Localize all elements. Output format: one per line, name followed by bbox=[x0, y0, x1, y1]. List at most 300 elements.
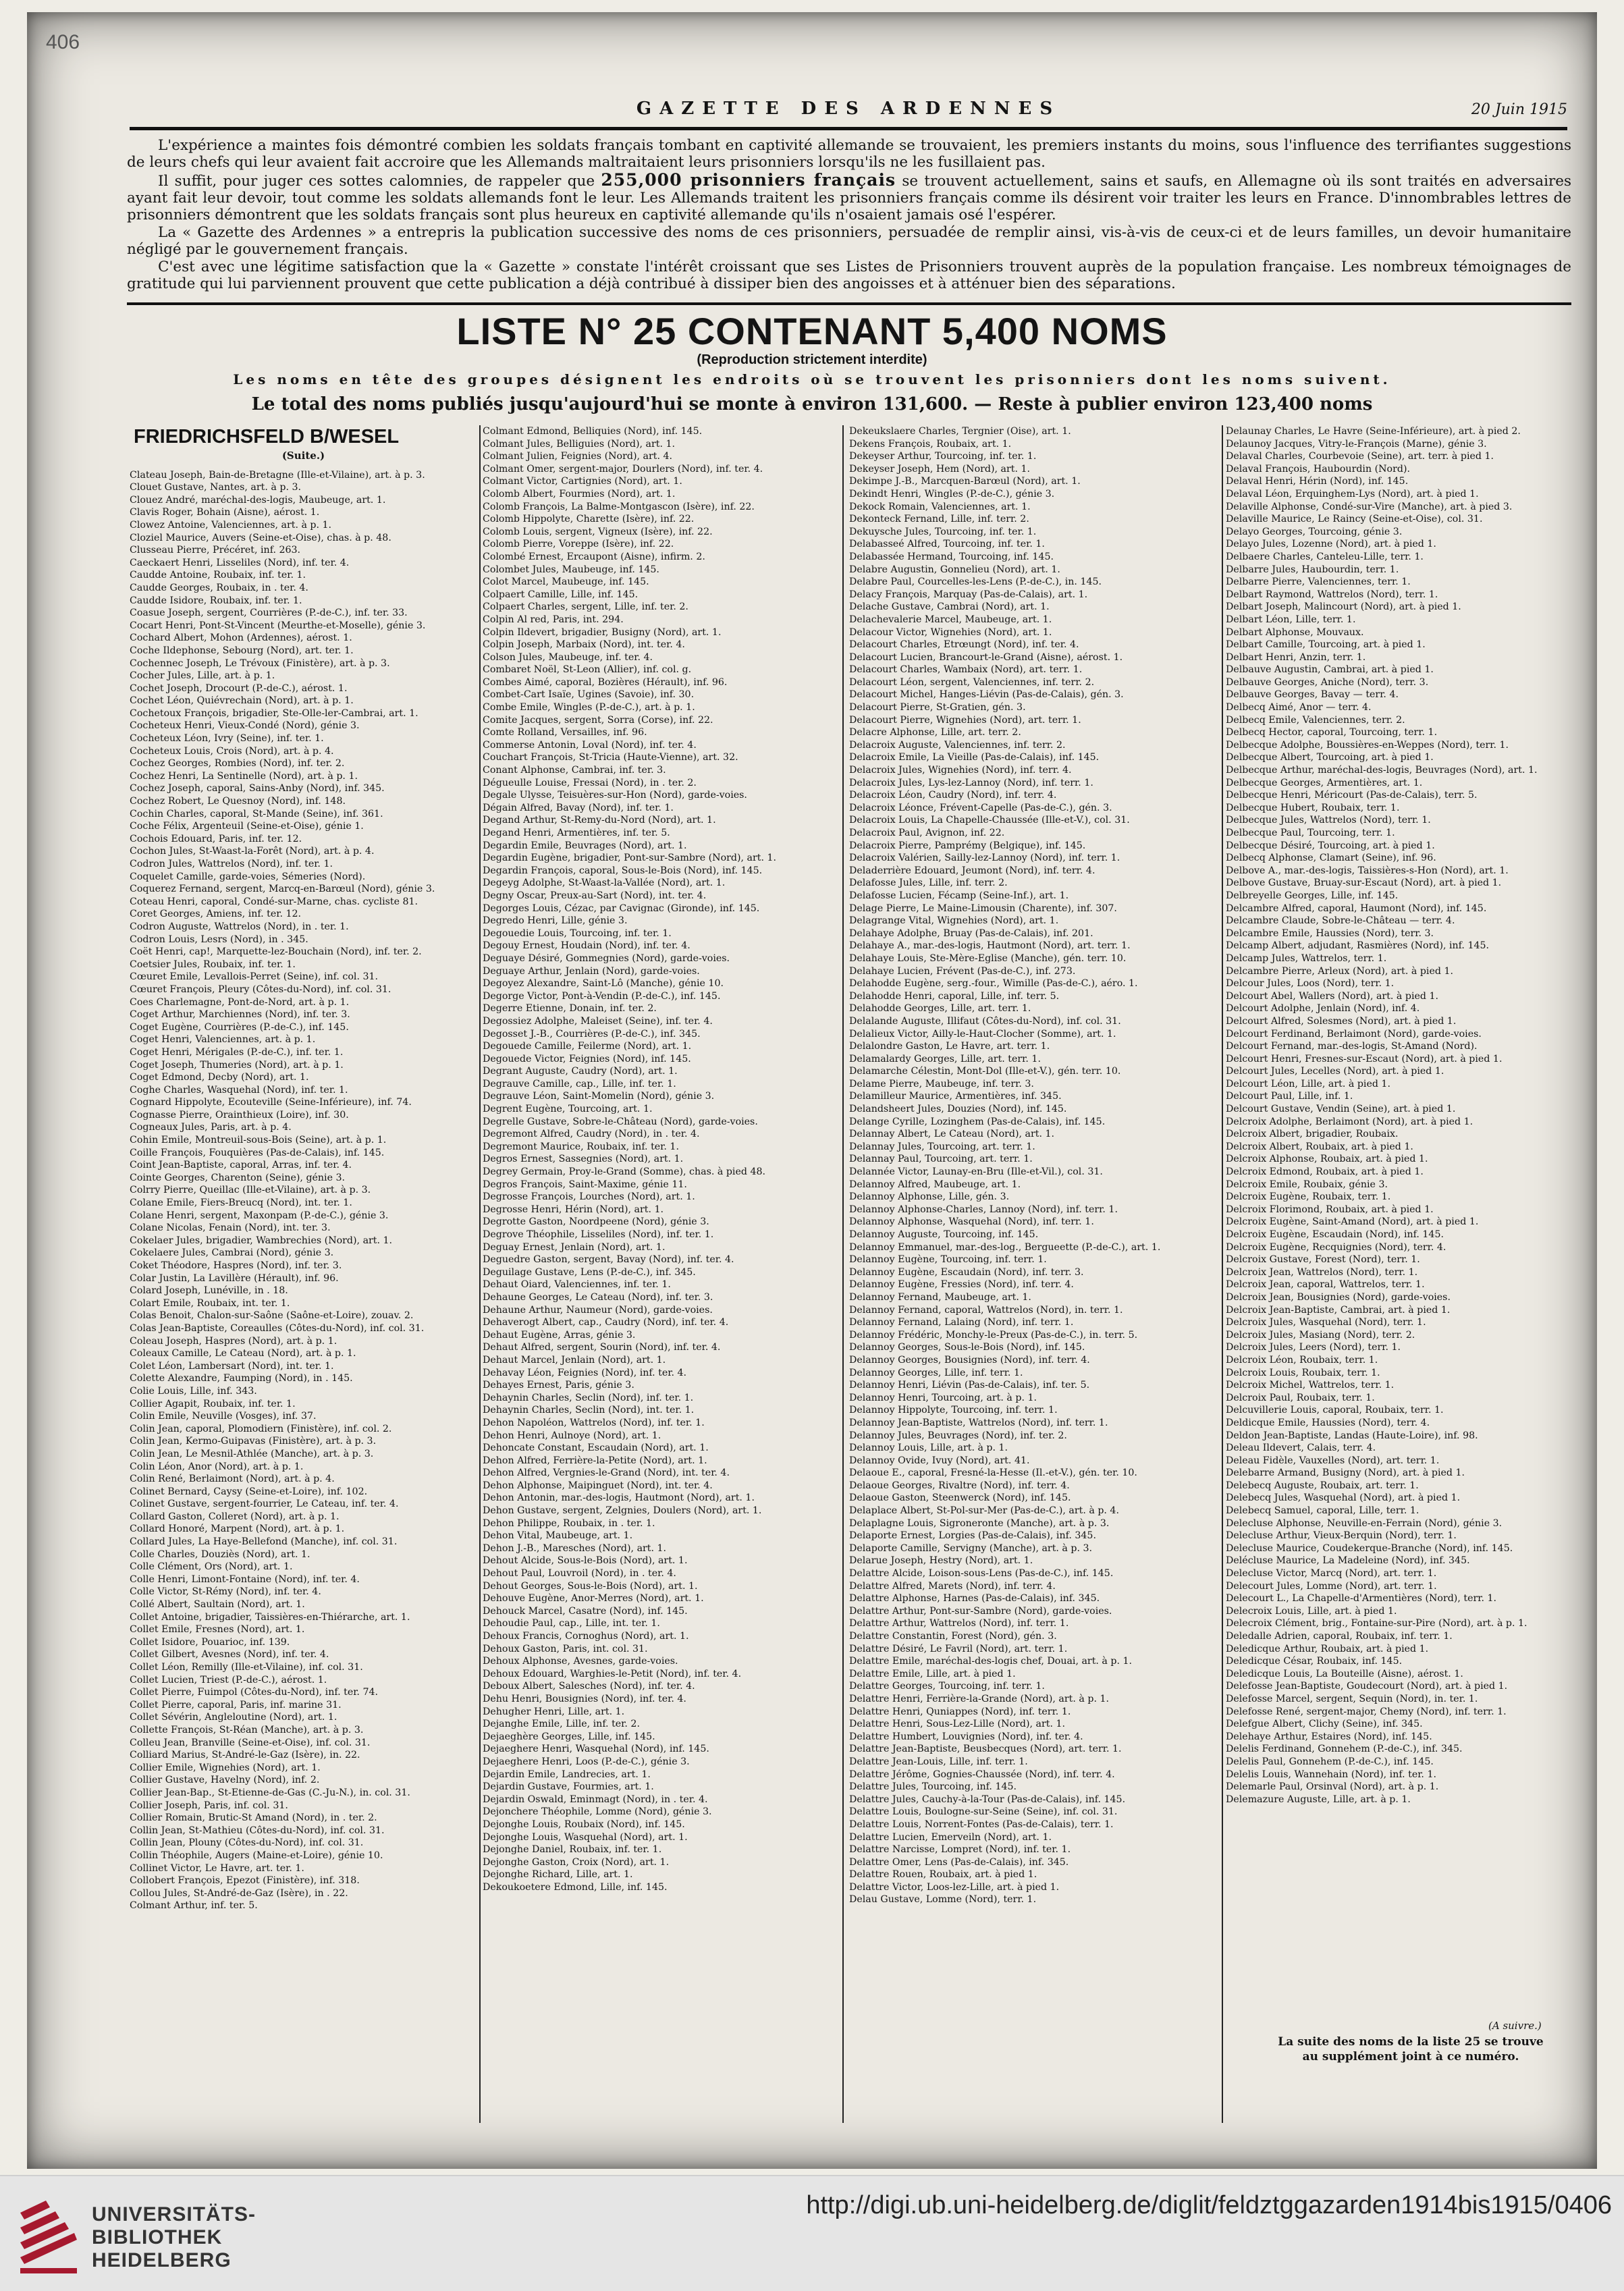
prisoner-entry: Collobert François, Epezot (Finistère), inf. 318. bbox=[130, 1875, 360, 1887]
prisoner-entry: Collé Albert, Saultain (Nord), art. 1. bbox=[130, 1599, 305, 1611]
prisoner-entry: Dejonghe Louis, Wasquehal (Nord), art. 1. bbox=[483, 1831, 688, 1843]
prisoner-entry: Delemazure Auguste, Lille, art. à p. 1. bbox=[1226, 1794, 1411, 1805]
prisoner-entry: Colane Nicolas, Fenain (Nord), int. ter. 3. bbox=[130, 1222, 331, 1234]
prisoner-entry: Dejaeghère Georges, Lille, inf. 145. bbox=[483, 1731, 655, 1742]
prisoner-entry: Delcroix Jean, caporal, Wattrelos, terr. 1. bbox=[1226, 1279, 1425, 1291]
a-suivre: (A suivre.) bbox=[1488, 2020, 1542, 2032]
prisoner-entry: Coquelet Camille, garde-voies, Sémeries (Nord). bbox=[130, 871, 366, 882]
prisoner-entry: Collard Honoré, Marpent (Nord), art. à p. 1. bbox=[130, 1524, 345, 1535]
prisoner-entry: Degardin François, caporal, Sous-le-Bois (Nord), inf. 145. bbox=[483, 865, 763, 876]
prisoner-entry: Delcour Jules, Loos (Nord), terr. 1. bbox=[1226, 978, 1395, 990]
digitization-url-link[interactable]: http://digi.ub.uni-heidelberg.de/diglit/feldztggazarden1914bis1915/0406 bbox=[806, 2191, 1612, 2219]
prisoner-entry: Deguilage Gustave, Lens (P.-de-C.), inf. 345. bbox=[483, 1266, 696, 1278]
prisoner-entry: Delcroix Louis, Roubaix, terr. 1. bbox=[1226, 1367, 1380, 1378]
prisoner-entry: Delafosse Jules, Lille, inf. terr. 2. bbox=[849, 878, 1008, 889]
prisoner-entry: Cocher Jules, Lille, art. à p. 1. bbox=[130, 670, 275, 682]
prisoner-entry: Delannoy Georges, Bousignies (Nord), inf. terr. 4. bbox=[849, 1354, 1090, 1366]
prisoner-entry: Dekonteck Fernand, Lille, inf. terr. 2. bbox=[849, 514, 1029, 525]
prisoner-entry: Colmant Victor, Cartignies (Nord), art. 1. bbox=[483, 476, 682, 487]
prisoner-entry: Dejonghe Louis, Roubaix (Nord), inf. 145. bbox=[483, 1818, 685, 1830]
prisoner-entry: Coche Félix, Argenteuil (Seine-et-Oise), génie 1. bbox=[130, 821, 364, 832]
prisoner-entry: Delacroix Paul, Avignon, inf. 22. bbox=[849, 828, 1005, 838]
prisoner-entry: Colet Léon, Lambersart (Nord), int. ter. 1. bbox=[130, 1360, 334, 1372]
prisoner-entry: Delbecq Alphonse, Clamart (Seine), inf. 96. bbox=[1226, 853, 1436, 864]
prisoner-entry: Delaville Maurice, Le Raincy (Seine-et-Oise), col. 31. bbox=[1226, 514, 1483, 525]
prisoner-entry: Delcourt Henri, Fresnes-sur-Escaut (Nord), art. à pied 1. bbox=[1226, 1053, 1503, 1064]
prisoner-entry: Delannoy Fernand, Maubeuge, art. 1. bbox=[849, 1291, 1031, 1303]
prisoner-entry: Delannoy Jules, Beuvrages (Nord), inf. ter. 2. bbox=[849, 1430, 1067, 1441]
prisoner-entry: Cocheteux Henri, Vieux-Condé (Nord), génie 3. bbox=[130, 720, 360, 732]
prisoner-entry: Delbarre Pierre, Valenciennes, terr. 1. bbox=[1226, 576, 1411, 588]
prisoner-entry: Degand Henri, Armentières, inf. ter. 5. bbox=[483, 828, 670, 838]
prisoner-entry: Collard Jules, La Haye-Bellefond (Manche), inf. col. 31. bbox=[130, 1536, 398, 1548]
prisoner-entry: Collet Isidore, Pouarioc, inf. 139. bbox=[130, 1636, 290, 1648]
prisoner-entry: Delcourt Paul, Lille, inf. 1. bbox=[1226, 1091, 1353, 1102]
prisoner-entry: Delafosse Lucien, Fécamp (Seine-Inf.), art. 1. bbox=[849, 890, 1069, 901]
prisoner-entry: Dehon Napoléon, Wattrelos (Nord), inf. ter. 1. bbox=[483, 1417, 705, 1428]
prisoner-entry: Delbauve Georges, Aniche (Nord), terr. 3. bbox=[1226, 676, 1429, 688]
prisoner-entry: Delandsheert Jules, Douzies (Nord), inf. 145. bbox=[849, 1104, 1067, 1115]
prisoner-entry: Dejonghe Daniel, Roubaix, inf. ter. 1. bbox=[483, 1844, 662, 1856]
prisoner-entry: Delcambre Alfred, caporal, Haumont (Nord), inf. 145. bbox=[1226, 902, 1487, 914]
prisoner-entry: Coghe Charles, Wasquehal (Nord), inf. ter. 1. bbox=[130, 1084, 348, 1096]
prisoner-entry: Deboux Albert, Salesches (Nord), inf. ter. 4. bbox=[483, 1681, 695, 1692]
prisoner-entry: Cloziel Maurice, Auvers (Seine-et-Oise), chas. à p. 48. bbox=[130, 532, 391, 543]
prisoner-entry: Coget Henri, Mérigales (P.-de-C.), inf. ter. 1. bbox=[130, 1046, 344, 1058]
column-3 bbox=[849, 425, 1220, 2133]
prisoner-entry: Coint Jean-Baptiste, caporal, Arras, inf. ter. 4. bbox=[130, 1160, 352, 1171]
prisoner-entry: Degny Oscar, Preux-au-Sart (Nord), int. ter. 4. bbox=[483, 890, 707, 901]
prisoner-entry: Dejaeghere Henri, Loos (P.-de-C.), génie 3. bbox=[483, 1756, 690, 1767]
prisoner-entry: Delattre Louis, Norrent-Fontes (Pas-de-Calais), terr. 1. bbox=[849, 1818, 1114, 1830]
prisoner-entry: Dejanghe Emile, Lille, inf. ter. 2. bbox=[483, 1719, 640, 1730]
prisoner-entry: Delcroix Emile, Roubaix, génie 3. bbox=[1226, 1179, 1388, 1190]
prisoner-entry: Coket Théodore, Haspres (Nord), inf. ter. 3. bbox=[130, 1260, 342, 1271]
prisoner-entry: Dehouve Eugène, Anor-Merres (Nord), art. 1. bbox=[483, 1593, 704, 1605]
prisoner-entry: Colle Charles, Douziès (Nord), art. 1. bbox=[130, 1548, 310, 1560]
prisoner-entry: Delabasseé Alfred, Tourcoing, inf. ter. 1. bbox=[849, 539, 1045, 550]
prisoner-entry: Delcuvillerie Louis, caporal, Roubaix, terr. 1. bbox=[1226, 1405, 1444, 1416]
prisoner-entry: Colie Louis, Lille, inf. 343. bbox=[130, 1385, 257, 1397]
prisoner-entry: Degrey Germain, Proy-le-Grand (Somme), chas. à pied 48. bbox=[483, 1166, 766, 1178]
prisoner-entry: Delannoy Eugène, Escaudain (Nord), inf. terr. 3. bbox=[849, 1266, 1084, 1278]
prisoner-entry: Dehoux Alphonse, Avesnes, garde-voies. bbox=[483, 1656, 678, 1667]
prisoner-entry: Collier Gustave, Havelny (Nord), inf. 2. bbox=[130, 1775, 320, 1786]
prisoner-entry: Delahodde Eugène, serg.-four., Wimille (Pas-de-C.), aéro. 1. bbox=[849, 978, 1138, 990]
prisoner-entry: Delacy François, Marquay (Pas-de-Calais), art. 1. bbox=[849, 589, 1088, 600]
column-divider bbox=[1222, 425, 1223, 2123]
prisoner-entry: Dehon Gustave, sergent, Zelgnies, Doulers (Nord), art. 1. bbox=[483, 1505, 762, 1517]
prisoner-entry: Delattre Alfred, Marets (Nord), inf. terr. 4. bbox=[849, 1580, 1056, 1592]
prisoner-entry: Collet Léon, Remilly (Ille-et-Vilaine), inf. col. 31. bbox=[130, 1662, 363, 1673]
prisoner-entry: Delacroix Léonce, Frévent-Capelle (Pas-de-C.), gén. 3. bbox=[849, 802, 1112, 813]
prisoner-entry: Cochez Georges, Rombies (Nord), inf. ter. 2. bbox=[130, 758, 345, 770]
prisoner-entry: Degrauve Camille, cap., Lille, inf. ter. 1. bbox=[483, 1078, 676, 1089]
prisoner-entry: Degrent Eugène, Tourcoing, art. 1. bbox=[483, 1104, 653, 1115]
intro-p2-end: se trouvent actuellement, sains et saufs, en Allemagne où ils sont traités en adversaires ayant fait leur devoir, tout comme les soldats allemands font le leur. Les Allemands traitent les prisonniers français comme ils désirent voir traiter les leurs en France. D'innombrables lettres de prisonniers démontrent que les soldats français sont plus heureux en captivité allemande qu'ils n'osaient jamais osé l'espérer. bbox=[127, 173, 1571, 223]
prisoner-entry: Coget Edmond, Decby (Nord), art. 1. bbox=[130, 1072, 309, 1083]
prisoner-entry: Delattre Lucien, Emerveiln (Nord), art. 1. bbox=[849, 1831, 1052, 1843]
prisoner-entry: Cokelaer Jules, brigadier, Wambrechies (Nord), art. 1. bbox=[130, 1235, 393, 1246]
institution-line: HEIDELBERG bbox=[92, 2249, 232, 2271]
prisoner-entry: Delelis Ferdinand, Gonnehem (P.-de-C.), inf. 345. bbox=[1226, 1744, 1463, 1755]
prisoner-entry: Cogneaux Jules, Paris, art. à p. 4. bbox=[130, 1122, 292, 1133]
prisoner-entry: Delacourt Lucien, Brancourt-le-Grand (Aisne), aérost. 1. bbox=[849, 651, 1123, 663]
prisoner-entry: Delecroix Clément, brig., Fontaine-sur-Pire (Nord), art. à p. 1. bbox=[1226, 1618, 1527, 1629]
prisoner-entry: Delbauve Augustin, Cambrai, art. à pied 1. bbox=[1226, 664, 1434, 676]
prisoner-entry: Cochard Albert, Mohon (Ardennes), aérost. 1. bbox=[130, 632, 352, 644]
prisoner-entry: Delacroix Léon, Caudry (Nord), inf. terr. 4. bbox=[849, 790, 1057, 801]
prisoner-entry: Delannoy Fernand, caporal, Wattrelos (Nord), in. terr. 1. bbox=[849, 1304, 1123, 1316]
prisoner-entry: Delaporte Ernest, Lorgies (Pas-de-Calais), inf. 345. bbox=[849, 1530, 1096, 1542]
prisoner-entry: Delemarle Paul, Orsinval (Nord), art. à p. 1. bbox=[1226, 1781, 1439, 1793]
list-title: LISTE N° 25 CONTENANT 5,400 NOMS bbox=[456, 310, 1168, 352]
prisoner-entry: Clowez Antoine, Valenciennes, art. à p. 1. bbox=[130, 519, 332, 531]
prisoner-entry: Degeyg Adolphe, St-Waast-la-Vallée (Nord), art. 1. bbox=[483, 878, 726, 889]
prisoner-entry: Colin René, Berlaimont (Nord), art. à p. 4. bbox=[130, 1474, 335, 1485]
prisoner-entry: Degrauve Léon, Saint-Momelin (Nord), génie 3. bbox=[483, 1091, 715, 1102]
prisoner-entry: Coleau Joseph, Haspres (Nord), art. à p. 1. bbox=[130, 1335, 337, 1347]
prisoner-entry: Delecourt Jules, Lomme (Nord), art. terr. 1. bbox=[1226, 1580, 1437, 1592]
prisoner-entry: Degorges Louis, Cézac, par Cavignac (Gironde), inf. 145. bbox=[483, 902, 760, 914]
prisoner-entry: Delbart Camille, Tourcoing, art. à pied 1. bbox=[1226, 639, 1426, 651]
prisoner-entry: Degrove Théophile, Lisseliles (Nord), inf. ter. 1. bbox=[483, 1229, 714, 1240]
prisoner-entry: Dehon Alphonse, Maipinguet (Nord), int. ter. 4. bbox=[483, 1480, 713, 1491]
prisoner-entry: Colin Jean, Le Mesnil-Athlée (Manche), art. à p. 3. bbox=[130, 1448, 374, 1459]
prisoner-entry: Delaplace Albert, St-Pol-sur-Mer (Pas-de-C.), art. à p. 4. bbox=[849, 1505, 1119, 1517]
prisoner-entry: Deguaye Désiré, Gommegnies (Nord), garde-voies. bbox=[483, 952, 730, 964]
prisoner-entry: Dehaut Marcel, Jenlain (Nord), art. 1. bbox=[483, 1354, 666, 1366]
prisoner-entry: Delattre Jean-Louis, Lille, inf. terr. 1. bbox=[849, 1756, 1028, 1767]
prisoner-entry: Delcourt Fernand, mar.-des-logis, St-Amand (Nord). bbox=[1226, 1041, 1478, 1052]
prisoner-entry: Delbecq Hector, caporal, Tourcoing, terr. 1. bbox=[1226, 727, 1438, 738]
prisoner-entry: Delannée Victor, Launay-en-Bru (Ille-et-Vil.), col. 31. bbox=[849, 1166, 1103, 1178]
prisoner-entry: Delacroix Jules, Lys-lez-Lannoy (Nord), inf. terr. 1. bbox=[849, 777, 1093, 788]
prisoner-entry: Degros François, Saint-Maxime, génie 11. bbox=[483, 1179, 687, 1190]
prisoner-entry: Dehayes Ernest, Paris, génie 3. bbox=[483, 1380, 634, 1391]
prisoner-entry: Delamarche Célestin, Mont-Dol (Ille-et-V.), gén. terr. 10. bbox=[849, 1066, 1121, 1077]
prisoner-entry: Delaville Alphonse, Condé-sur-Vire (Manche), art. à pied 3. bbox=[1226, 501, 1513, 512]
prisoner-entry: Degouedie Louis, Tourcoing, inf. ter. 1. bbox=[483, 927, 672, 939]
prisoner-entry: Delcroix Jean, Bousignies (Nord), garde-voies. bbox=[1226, 1291, 1451, 1303]
prisoner-entry: Deladerrière Edouard, Jeumont (Nord), inf. terr. 4. bbox=[849, 865, 1095, 876]
prisoner-entry: Delbecque Hubert, Roubaix, terr. 1. bbox=[1226, 802, 1400, 813]
prisoner-entry: Degale Ulysse, Teisuères-sur-Hon (Nord), garde-voies. bbox=[483, 790, 747, 801]
prisoner-entry: Codron Jules, Wattrelos (Nord), inf. ter. 1. bbox=[130, 859, 333, 869]
prisoner-entry: Dekoukoetere Edmond, Lille, inf. 145. bbox=[483, 1881, 668, 1893]
prisoner-entry: Delalieux Victor, Ailly-le-Haut-Clocher (Somme), art. 1. bbox=[849, 1028, 1116, 1040]
prisoner-entry: Delecluse Maurice, Coudekerque-Branche (Nord), inf. 145. bbox=[1226, 1542, 1513, 1554]
prisoner-entry: Delécluse Maurice, La Madeleine (Nord), inf. 345. bbox=[1226, 1555, 1470, 1567]
prisoner-entry: Colinet Gustave, sergent-fourrier, Le Cateau, inf. ter. 4. bbox=[130, 1499, 399, 1510]
prisoner-entry: Delebarre Armand, Busigny (Nord), art. à pied 1. bbox=[1226, 1467, 1465, 1479]
supplement-note: La suite des noms de la liste 25 se trouve au supplément joint à ce numéro. bbox=[1278, 2035, 1544, 2064]
prisoner-entry: Degossiez Adolphe, Maleiset (Seine), inf. ter. 4. bbox=[483, 1015, 713, 1027]
prisoner-entry: Delannoy Ovide, Ivuy (Nord), art. 41. bbox=[849, 1455, 1030, 1466]
intro-text bbox=[127, 137, 1571, 293]
issue-date: 20 Juin 1915 bbox=[1471, 101, 1567, 118]
prisoner-entry: Delattre Arthur, Wattrelos (Nord), inf. terr. 1. bbox=[849, 1618, 1069, 1629]
prisoner-entry: Delattre Humbert, Louvignies (Nord), inf. ter. 4. bbox=[849, 1731, 1083, 1742]
prisoner-entry: Delannay Jules, Tourcoing, art. terr. 1. bbox=[849, 1141, 1035, 1152]
prisoner-entry: Colomb Louis, sergent, Vigneux (Isère), inf. 22. bbox=[483, 526, 713, 537]
prisoner-entry: Clateau Joseph, Bain-de-Bretagne (Ille-et-Vilaine), art. à p. 3. bbox=[130, 469, 425, 481]
prisoner-entry: Coquerez Fernand, sergent, Marcq-en-Barœul (Nord), génie 3. bbox=[130, 884, 435, 895]
prisoner-entry: Delcroix Jules, Masiang (Nord), terr. 2. bbox=[1226, 1329, 1415, 1341]
prisoner-entry: Cœuret Emile, Levallois-Perret (Seine), inf. col. 31. bbox=[130, 971, 379, 983]
prisoner-entry: Colin Jean, Kermo-Guipavas (Finistère), art. à p. 3. bbox=[130, 1436, 377, 1447]
prisoner-entry: Delage Pierre, Le Maine-Limousin (Charente), inf. 307. bbox=[849, 902, 1117, 914]
prisoner-entry: Delaoue E., caporal, Fresné-la-Hesse (Il.-et-V.), gén. ter. 10. bbox=[849, 1467, 1137, 1479]
prisoner-entry: Delattre Arthur, Pont-sur-Sambre (Nord), garde-voies. bbox=[849, 1605, 1112, 1617]
prisoner-entry: Delelis Louis, Wannehain (Nord), inf. ter. 1. bbox=[1226, 1769, 1436, 1780]
prisoner-entry: Deleau Ildevert, Calais, terr. 4. bbox=[1226, 1443, 1376, 1454]
prisoner-entry: Delannoy Frédéric, Monchy-le-Preux (Pas-de-C.), in. terr. 5. bbox=[849, 1329, 1138, 1341]
prisoner-entry: Delaunoy Jacques, Vitry-le-François (Marne), génie 3. bbox=[1226, 438, 1487, 450]
prisoner-entry: Degoyez Alexandre, Saint-Lô (Manche), génie 10. bbox=[483, 978, 724, 990]
prisoner-entry: Dejonghe Gaston, Croix (Nord), art. 1. bbox=[483, 1856, 670, 1868]
prisoner-entry: Codron Auguste, Wattrelos (Nord), in . ter. 1. bbox=[130, 921, 349, 932]
prisoner-entry: Degrelle Gustave, Sobre-le-Château (Nord), garde-voies. bbox=[483, 1116, 758, 1127]
group-suite: (Suite.) bbox=[281, 450, 325, 462]
prisoner-entry: Colmant Jules, Belliguies (Nord), art. 1. bbox=[483, 438, 676, 450]
prisoner-entry: Collard Gaston, Colleret (Nord), art. à p. 1. bbox=[130, 1511, 340, 1522]
prisoner-entry: Clouez André, maréchal-des-logis, Maubeuge, art. 1. bbox=[130, 494, 386, 506]
prisoner-entry: Colas Benoit, Chalon-sur-Saône (Saône-et-Loire), zouav. 2. bbox=[130, 1310, 414, 1322]
prisoner-entry: Delbart Alphonse, Mouvaux. bbox=[1226, 626, 1364, 638]
prisoner-entry: Dégain Alfred, Bavay (Nord), inf. ter. 1. bbox=[483, 802, 674, 813]
prisoner-entry: Delcourt Jules, Lecelles (Nord), art. à pied 1. bbox=[1226, 1066, 1444, 1077]
prisoner-entry: Dehout Georges, Sous-le-Bois (Nord), art. 1. bbox=[483, 1580, 698, 1592]
prisoner-entry: Delbart Joseph, Malincourt (Nord), art. à pied 1. bbox=[1226, 601, 1461, 613]
prisoner-entry: Delame Pierre, Maubeuge, inf. terr. 3. bbox=[849, 1078, 1034, 1089]
prisoner-entry: Dehaune Arthur, Naumeur (Nord), garde-voies. bbox=[483, 1304, 713, 1316]
prisoner-entry: Coleaux Camille, Le Cateau (Nord), art. à p. 1. bbox=[130, 1348, 356, 1359]
prisoner-entry: Coche Ildephonse, Sebourg (Nord), art. ter. 1. bbox=[130, 645, 354, 656]
prisoner-entry: Dehavay Léon, Feignies (Nord), inf. ter. 4. bbox=[483, 1367, 687, 1378]
prisoner-entry: Dehon Henri, Aulnoye (Nord), art. 1. bbox=[483, 1430, 661, 1441]
prisoner-entry: Dekock Romain, Valenciennes, art. 1. bbox=[849, 501, 1031, 512]
prisoner-entry: Delattre Louis, Boulogne-sur-Seine (Seine), inf. col. 31. bbox=[849, 1806, 1118, 1818]
prisoner-entry: Colas Jean-Baptiste, Coreaulles (Côtes-du-Nord), inf. col. 31. bbox=[130, 1322, 425, 1334]
prisoner-entry: Delattre Désiré, Le Favril (Nord), art. terr. 1. bbox=[849, 1643, 1068, 1654]
prisoner-entry: Delannoy Alphonse, Lille, gén. 3. bbox=[849, 1191, 1010, 1203]
prisoner-entry: Cocheteux Léon, Ivry (Seine), inf. ter. 1. bbox=[130, 733, 324, 745]
prisoner-entry: Delacroix Emile, La Vieille (Pas-de-Calais), inf. 145. bbox=[849, 752, 1100, 763]
prisoner-entry: Delcroix Jules, Leers (Nord), terr. 1. bbox=[1226, 1342, 1401, 1353]
prisoner-entry: Colomb Hippolyte, Charette (Isère), inf. 22. bbox=[483, 514, 695, 525]
library-footer bbox=[0, 2175, 1624, 2291]
prisoner-entry: Colomb Pierre, Voreppe (Isère), inf. 22. bbox=[483, 539, 674, 550]
prisoner-entry: Delacourt Charles, Wambaix (Nord), art. terr. 1. bbox=[849, 664, 1083, 676]
prisoner-entry: Delattre Jules, Tourcoing, inf. 145. bbox=[849, 1781, 1017, 1793]
prisoner-entry: Cochez Henri, La Sentinelle (Nord), art. à p. 1. bbox=[130, 770, 358, 782]
prisoner-entry: Coget Eugène, Courrières (P.-de-C.), inf. 145. bbox=[130, 1021, 349, 1033]
prisoner-entry: Colar Justin, La Lavillère (Hérault), inf. 96. bbox=[130, 1272, 339, 1284]
prisoner-entry: Dehon Alfred, Vergnies-le-Grand (Nord), int. ter. 4. bbox=[483, 1467, 730, 1479]
prisoner-entry: Delattre Constantin, Forest (Nord), gén. 3. bbox=[849, 1631, 1057, 1642]
prisoner-entry: Delebecq Samuel, caporal, Lille, terr. 1. bbox=[1226, 1505, 1419, 1517]
prisoner-entry: Delahaye A., mar.-des-logis, Hautmont (Nord), art. terr. 1. bbox=[849, 940, 1131, 952]
prisoner-entry: Delattre Alcide, Loison-sous-Lens (Pas-de-C.), inf. 145. bbox=[849, 1568, 1114, 1580]
prisoner-entry: Colmant Omer, sergent-major, Dourlers (Nord), inf. ter. 4. bbox=[483, 463, 763, 475]
prisoner-entry: Degredo Henri, Lille, génie 3. bbox=[483, 915, 628, 927]
prisoner-entry: Colpaert Charles, sergent, Lille, inf. ter. 2. bbox=[483, 601, 688, 613]
prisoner-entry: Delcourt Adolphe, Jenlain (Nord), inf. 4. bbox=[1226, 1003, 1420, 1015]
prisoner-entry: Colart Emile, Roubaix, int. ter. 1. bbox=[130, 1297, 290, 1309]
prisoner-entry: Delannoy Auguste, Tourcoing, inf. 145. bbox=[849, 1229, 1039, 1240]
prisoner-entry: Colomb François, La Balme-Montgascon (Isère), inf. 22. bbox=[483, 501, 755, 512]
prisoner-entry: Delattre Emile, Lille, art. à pied 1. bbox=[849, 1668, 1016, 1679]
prisoner-entry: Caudde Georges, Roubaix, in . ter. 4. bbox=[130, 582, 308, 593]
prisoner-entry: Dehaune Georges, Le Cateau (Nord), inf. ter. 3. bbox=[483, 1291, 713, 1303]
prisoner-entry: Delbreyelle Georges, Lille, inf. 145. bbox=[1226, 890, 1399, 901]
prisoner-entry: Delamalardy Georges, Lille, art. terr. 1. bbox=[849, 1053, 1041, 1064]
prisoner-entry: Collin Théophile, Augers (Maine-et-Loire), génie 10. bbox=[130, 1850, 383, 1861]
prisoner-entry: Delattre Narcisse, Lompret (Nord), inf. ter. 1. bbox=[849, 1844, 1071, 1856]
masthead bbox=[130, 99, 1567, 130]
prisoner-entry: Delcambre Emile, Haussies (Nord), terr. 3. bbox=[1226, 927, 1434, 939]
prisoner-entry: Deldicque Emile, Haussies (Nord), terr. 4. bbox=[1226, 1417, 1430, 1428]
prisoner-entry: Collier Jean-Bap., St-Etienne-de-Gas (C.-Ju-N.), in. col. 31. bbox=[130, 1787, 410, 1798]
prisoner-entry: Delaval Charles, Courbevoie (Seine), art. terr. à pied 1. bbox=[1226, 451, 1494, 462]
prisoner-entry: Degremont Maurice, Roubaix, inf. ter. 1. bbox=[483, 1141, 679, 1152]
prisoner-entry: Delalande Auguste, Illifaut (Côtes-du-Nord), inf. col. 31. bbox=[849, 1015, 1121, 1027]
prisoner-entry: Couchart François, St-Tricia (Haute-Vienne), art. 32. bbox=[483, 752, 738, 763]
prisoner-entry: Collin Jean, St-Mathieu (Côtes-du-Nord), inf. col. 31. bbox=[130, 1825, 385, 1836]
intro-p2-start: Il suffit, pour juger ces sottes calomnies, de rappeler que bbox=[158, 173, 595, 190]
prisoner-entry: Delefosse Jean-Baptiste, Goudecourt (Nord), art. à pied 1. bbox=[1226, 1681, 1508, 1692]
prisoner-entry: Cochon Jules, St-Waast-la-Forêt (Nord), art. à p. 4. bbox=[130, 846, 375, 857]
prisoner-entry: Delbove Gustave, Bruay-sur-Escaut (Nord), art. à pied 1. bbox=[1226, 878, 1502, 889]
prisoner-entry: Dehon Vital, Maubeuge, art. 1. bbox=[483, 1530, 633, 1542]
prisoner-entry: Delange Cyrille, Lozinghem (Pas-de-Calais), inf. 145. bbox=[849, 1116, 1106, 1127]
prisoner-entry: Coetsier Jules, Roubaix, inf. ter. 1. bbox=[130, 959, 296, 970]
prisoner-entry: Coget Joseph, Thumeries (Nord), art. à p. 1. bbox=[130, 1059, 344, 1071]
institution-name bbox=[92, 2203, 256, 2272]
prisoner-entry: Clusseau Pierre, Précéret, inf. 263. bbox=[130, 545, 301, 556]
prisoner-entry: Collet Gilbert, Avesnes (Nord), inf. ter. 4. bbox=[130, 1649, 329, 1661]
prisoner-entry: Delaplagne Louis, Sigroneronte (Manche), art. à p. 3. bbox=[849, 1517, 1110, 1529]
prisoner-entry: Delefgue Albert, Clichy (Seine), inf. 345. bbox=[1226, 1719, 1423, 1730]
prisoner-entry: Delcourt Léon, Lille, art. à pied 1. bbox=[1226, 1078, 1390, 1089]
prisoner-entry: Delahaye Lucien, Frévent (Pas-de-C.), inf. 273. bbox=[849, 965, 1076, 977]
prisoner-entry: Delarue Joseph, Hestry (Nord), art. 1. bbox=[849, 1555, 1033, 1567]
prisoner-entry: Delannoy Eugène, Fressies (Nord), inf. terr. 4. bbox=[849, 1279, 1074, 1291]
prisoner-entry: Delecluse Arthur, Vieux-Berquin (Nord), terr. 1. bbox=[1226, 1530, 1457, 1542]
list-total: Le total des noms publiés jusqu'aujourd'hui se monte à environ 131,600. — Reste à publier environ 123,400 noms bbox=[251, 394, 1373, 414]
prisoner-entry: Comite Jacques, sergent, Sorra (Corse), inf. 22. bbox=[483, 714, 713, 726]
prisoner-entry: Collier Joseph, Paris, inf. col. 31. bbox=[130, 1800, 288, 1811]
prisoner-entry: Colin Emile, Neuville (Vosges), inf. 37. bbox=[130, 1411, 317, 1422]
prisoner-entry: Degardin Eugène, brigadier, Pont-sur-Sambre (Nord), art. 1. bbox=[483, 853, 777, 864]
prisoner-entry: Dehon Antonin, mar.-des-logis, Hautmont (Nord), art. 1. bbox=[483, 1492, 755, 1504]
newspaper-page bbox=[27, 12, 1597, 2169]
prisoner-entry: Colane Emile, Fiers-Breucq (Nord), int. ter. 1. bbox=[130, 1197, 352, 1209]
prisoner-entry: Degouede Victor, Feignies (Nord), inf. 145. bbox=[483, 1053, 691, 1064]
prisoner-entry: Delahaye Adolphe, Bruay (Pas-de-Calais), inf. 201. bbox=[849, 927, 1093, 939]
prisoner-entry: Delattre Jules, Cauchy-à-la-Tour (Pas-de-Calais), inf. 145. bbox=[849, 1794, 1126, 1805]
prisoner-entry: Dehaynin Charles, Seclin (Nord), int. ter. 1. bbox=[483, 1405, 695, 1416]
prisoner-entry: Delebecq Auguste, Roubaix, art. terr. 1. bbox=[1226, 1480, 1419, 1491]
prisoner-entry: Delannoy Alphonse-Charles, Lannoy (Nord), inf. terr. 1. bbox=[849, 1204, 1118, 1215]
prisoner-entry: Deledicque Louis, La Bouteille (Aisne), aérost. 1. bbox=[1226, 1668, 1463, 1679]
prisoner-entry: Delayo Jules, Lozenne (Nord), art. à pied 1. bbox=[1226, 539, 1436, 550]
prisoner-entry: Dekeyser Arthur, Tourcoing, inf. ter. 1. bbox=[849, 451, 1037, 462]
prisoner-entry: Dehu Henri, Bousignies (Nord), inf. ter. 4. bbox=[483, 1693, 686, 1704]
university-library-logo-icon[interactable] bbox=[15, 2192, 82, 2277]
prisoner-entry: Delcroix Alphonse, Roubaix, art. à pied 1. bbox=[1226, 1154, 1428, 1165]
prisoner-entry: Delagrange Vital, Wignehies (Nord), art. 1. bbox=[849, 915, 1059, 927]
prisoner-entry: Dehon Philippe, Roubaix, in . ter. 1. bbox=[483, 1517, 655, 1529]
prisoner-entry: Delaporte Camille, Servigny (Manche), art. à p. 3. bbox=[849, 1542, 1093, 1554]
prisoner-entry: Delattre Alphonse, Harnes (Pas-de-Calais), inf. 345. bbox=[849, 1593, 1100, 1605]
prisoner-entry: Delacroix Auguste, Valenciennes, inf. terr. 2. bbox=[849, 739, 1066, 751]
prisoner-entry: Collet Lucien, Triest (P.-de-C.), aérost. 1. bbox=[130, 1674, 327, 1686]
prisoner-entry: Cocart Henri, Pont-St-Vincent (Meurthe-et-Moselle), génie 3. bbox=[130, 620, 426, 631]
prisoner-entry: Delbaere Charles, Canteleu-Lille, terr. 1. bbox=[1226, 551, 1424, 562]
institution-line: BIBLIOTHEK bbox=[92, 2226, 223, 2248]
column-4-lines bbox=[1226, 425, 1577, 1806]
prisoner-entry: Delcroix Eugène, Roubaix, terr. 1. bbox=[1226, 1191, 1391, 1203]
prisoner-entry: Collier Agapit, Roubaix, inf. ter. 1. bbox=[130, 1398, 296, 1409]
prisoner-entry: Combaret Noël, St-Leon (Allier), inf. col. g. bbox=[483, 664, 692, 676]
prisoner-entry: Delcourt Abel, Wallers (Nord), art. à pied 1. bbox=[1226, 990, 1439, 1002]
prisoner-entry: Dégueulle Louise, Fressai (Nord), in . ter. 2. bbox=[483, 777, 697, 788]
list-lead: Les noms en tête des groupes désignent les endroits où se trouvent les prisonniers dont les noms suivent. bbox=[233, 371, 1391, 387]
prisoner-entry: Delannoy Henri, Liévin (Pas-de-Calais), inf. ter. 5. bbox=[849, 1380, 1090, 1391]
prisoner-entry: Dekens François, Roubaix, art. 1. bbox=[849, 438, 1012, 450]
prisoner-entry: Delacroix Valérien, Sailly-lez-Lannoy (Nord), inf. terr. 1. bbox=[849, 853, 1120, 864]
prisoner-entry: Caeckaert Henri, Lisseliles (Nord), inf. ter. 4. bbox=[130, 557, 350, 568]
prisoner-entry: Delattre Henri, Sous-Lez-Lille (Nord), art. 1. bbox=[849, 1719, 1066, 1730]
prisoner-entry: Delcroix Michel, Wattrelos, terr. 1. bbox=[1226, 1380, 1395, 1391]
prisoner-entry: Combet-Cart Isaïe, Ugines (Savoie), inf. 30. bbox=[483, 689, 695, 701]
prisoner-entry: Cochennec Joseph, Le Trévoux (Finistère), art. à p. 3. bbox=[130, 657, 390, 669]
prisoner-entry: Collet Sévérin, Angleloutine (Nord), art. 1. bbox=[130, 1712, 337, 1723]
prisoner-entry: Delahaye Louis, Ste-Mère-Eglise (Manche), gén. terr. 10. bbox=[849, 952, 1127, 964]
prisoner-entry: Colard Joseph, Lunéville, in . 18. bbox=[130, 1285, 288, 1297]
prisoner-entry: Collinet Victor, Le Havre, art. ter. 1. bbox=[130, 1862, 304, 1874]
prisoner-entry: Delannoy Hippolyte, Tourcoing, inf. terr. 1. bbox=[849, 1405, 1058, 1416]
prisoner-entry: Delannoy Louis, Lille, art. à p. 1. bbox=[849, 1443, 1008, 1454]
prisoner-entry: Colin Jean, caporal, Plomodiern (Finistère), inf. col. 2. bbox=[130, 1423, 392, 1434]
prisoner-entry: Degouede Camille, Feilerme (Nord), art. 1. bbox=[483, 1041, 692, 1052]
prisoner-entry: Delbecque Arthur, maréchal-des-logis, Beuvrages (Nord), art. 1. bbox=[1226, 765, 1538, 776]
prisoner-entry: Delebecq Jules, Wasquehal (Nord), art. à pied 1. bbox=[1226, 1492, 1461, 1504]
folio-number: 406 bbox=[46, 31, 80, 53]
prisoner-entry: Collin Jean, Plouny (Côtes-du-Nord), inf. col. 31. bbox=[130, 1837, 364, 1849]
prisoner-entry: Dehoux Edouard, Warghies-le-Petit (Nord), inf. ter. 4. bbox=[483, 1668, 742, 1679]
prisoner-entry: Colpin Joseph, Marbaix (Nord), int. ter. 4. bbox=[483, 639, 685, 651]
prisoner-entry: Collier Emile, Wignehies (Nord), art. 1. bbox=[130, 1762, 321, 1773]
prisoner-entry: Deledicque Arthur, Roubaix, art. à pied 1. bbox=[1226, 1643, 1429, 1654]
prisoner-entry: Dejardin Gustave, Fourmies, art. 1. bbox=[483, 1781, 654, 1793]
prisoner-entry: Colpin Al red, Paris, int. 294. bbox=[483, 614, 624, 625]
prisoner-entry: Colette Alexandre, Faumping (Nord), in . 145. bbox=[130, 1373, 353, 1384]
intro-paragraph-1: L'expérience a maintes fois démontré combien les soldats français tombant en captivité allemande se trouvaient, les premiers instants du moins, sous l'influence des terrifiantes suggestions de leurs chefs qui leur avaient fait accroire que les Allemands maltraitaient leurs prisonniers lorsqu'ils ne les fusillaient pas. bbox=[127, 137, 1571, 171]
prisoner-entry: Delcourt Alfred, Solesmes (Nord), art. à pied 1. bbox=[1226, 1015, 1457, 1027]
prisoner-entry: Delcourt Gustave, Vendin (Seine), art. à pied 1. bbox=[1226, 1104, 1456, 1115]
prisoner-entry: Dehoux Gaston, Paris, int. col. 31. bbox=[483, 1643, 648, 1654]
prisoner-entry: Delcambre Claude, Sobre-le-Château — terr. 4. bbox=[1226, 915, 1455, 927]
prisoner-entry: Delacroix Pierre, Pamprémy (Belgique), inf. 145. bbox=[849, 840, 1086, 851]
prisoner-entry: Colin Léon, Anor (Nord), art. à p. 1. bbox=[130, 1461, 304, 1472]
prisoner-entry: Delacourt Pierre, Wignehies (Nord), art. terr. 1. bbox=[849, 714, 1081, 726]
prisoner-entry: Delcroix Eugène, Saint-Amand (Nord), art. à pied 1. bbox=[1226, 1216, 1479, 1228]
prisoner-entry: Delecourt L., La Chapelle-d'Armentières (Nord), terr. 1. bbox=[1226, 1593, 1497, 1605]
prisoner-entry: Delabre Augustin, Gonnelieu (Nord), art. 1. bbox=[849, 564, 1060, 575]
